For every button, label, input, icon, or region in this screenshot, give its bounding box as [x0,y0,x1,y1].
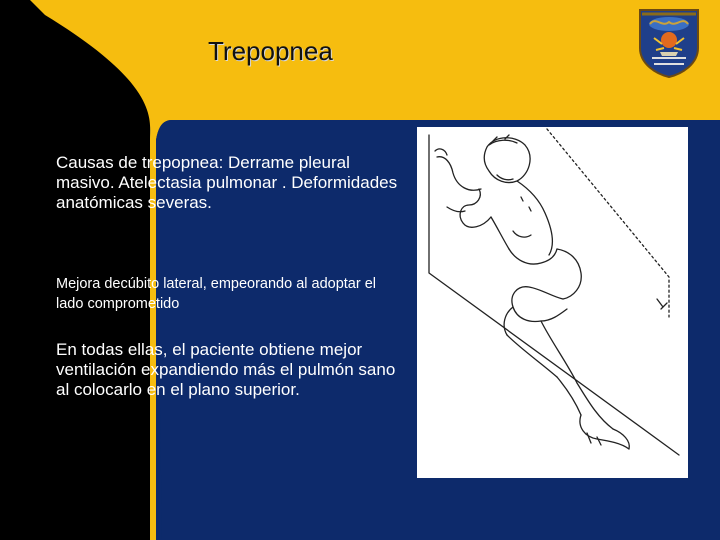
patient-illustration [417,127,688,478]
causes-paragraph: Causas de trepopnea: Derrame pleural masivo. Atelectasia pulmonar . Deformidades anatómicas severas. [56,153,398,212]
improvement-paragraph: Mejora decúbito lateral, empeorando al adoptar el lado comprometido [56,276,377,312]
slide-title: Trepopnea [208,36,333,66]
institutional-crest-icon [632,2,706,78]
patient-lying-lateral-drawing [417,127,688,478]
explanation-paragraph: En todas ellas, el paciente obtiene mejor ventilación expandiendo más el pulmón sano al colocarlo en el plano superior. [56,340,396,399]
